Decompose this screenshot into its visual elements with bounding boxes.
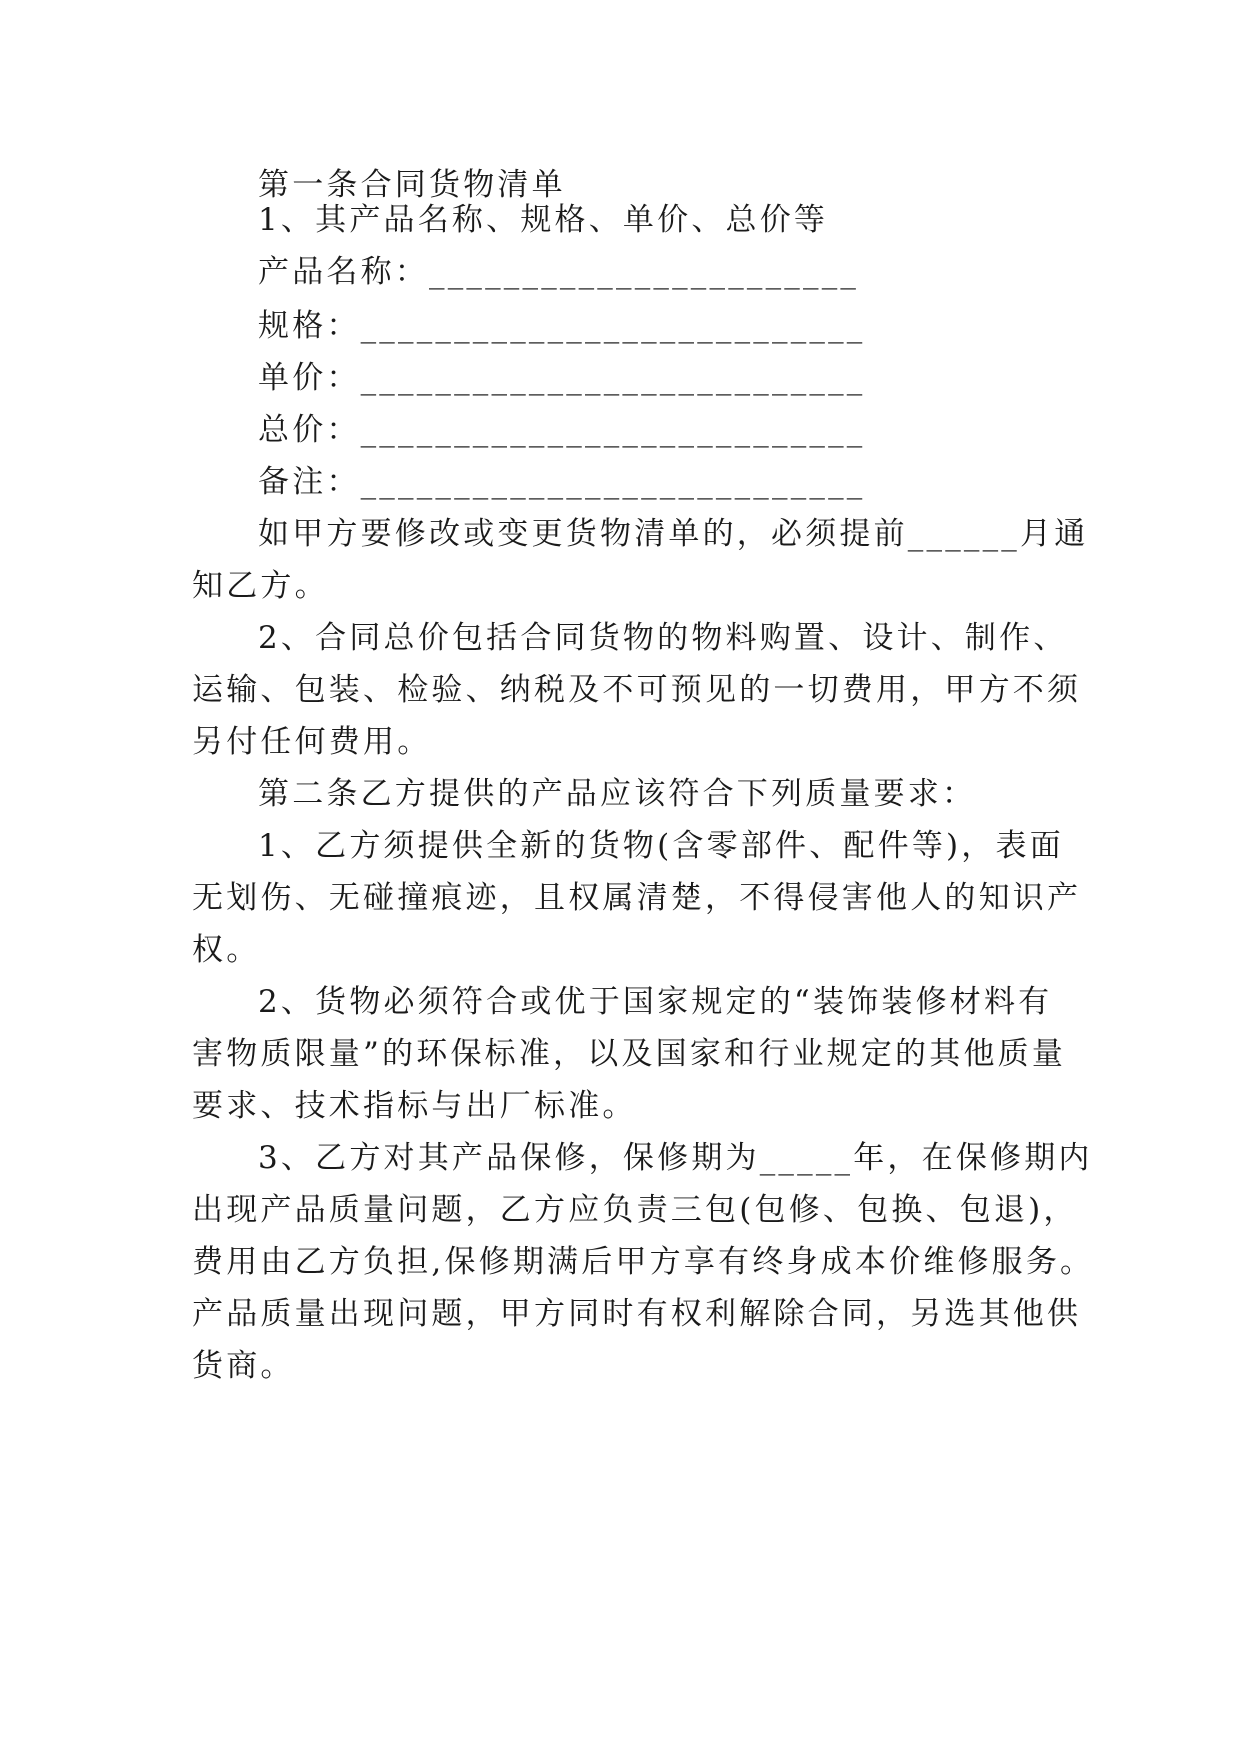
clause-2-3-line-1: 3、乙方对其产品保修，保修期为_____年，在保修期内 [258,1140,1093,1176]
clause-2-3-line-4: 产品质量出现问题，甲方同时有权利解除合同，另选其他供 [192,1296,1082,1332]
article-2-heading: 第二条乙方提供的产品应该符合下列质量要求： [258,776,977,812]
clause-1-2-line-2: 运输、包装、检验、纳税及不可预见的一切费用，甲方不须 [192,672,1082,708]
clause-2-2-line-1: 2、货物必须符合或优于国家规定的“装饰装修材料有 [258,984,1053,1020]
remarks-field: 备注：___________________________ [258,464,866,500]
spec-field: 规格：___________________________ [258,308,866,344]
clause-1-1-text: 1、其产品名称、规格、单价、总价等 [258,202,829,238]
total-price-field: 总价：___________________________ [258,412,866,448]
product-name-field: 产品名称：_______________________ [258,254,860,290]
clause-2-2-line-2: 害物质限量”的环保标准，以及国家和行业规定的其他质量 [192,1036,1067,1072]
change-notice-line-1: 如甲方要修改或变更货物清单的，必须提前______月通 [258,516,1089,552]
unit-price-field: 单价：___________________________ [258,360,866,396]
clause-2-3-line-2: 出现产品质量问题，乙方应负责三包(包修、包换、包退)， [192,1192,1078,1228]
clause-1-2-line-3: 另付任何费用。 [192,724,432,760]
clause-2-2-line-3: 要求、技术指标与出厂标准。 [192,1088,637,1124]
clause-2-1-line-2: 无划伤、无碰撞痕迹，且权属清楚，不得侵害他人的知识产 [192,880,1082,916]
clause-1-2-line-1: 2、合同总价包括合同货物的物料购置、设计、制作、 [258,620,1068,656]
change-notice-line-2: 知乙方。 [192,568,329,604]
clause-2-1-line-1: 1、乙方须提供全新的货物(含零部件、配件等)，表面 [258,828,1064,864]
clause-2-3-line-3: 费用由乙方负担,保修期满后甲方享有终身成本价维修服务。 [192,1244,1095,1280]
clause-2-3-line-5: 货商。 [192,1348,295,1384]
clause-2-1-line-3: 权。 [192,932,261,968]
article-1-heading: 第一条合同货物清单 [258,167,566,203]
